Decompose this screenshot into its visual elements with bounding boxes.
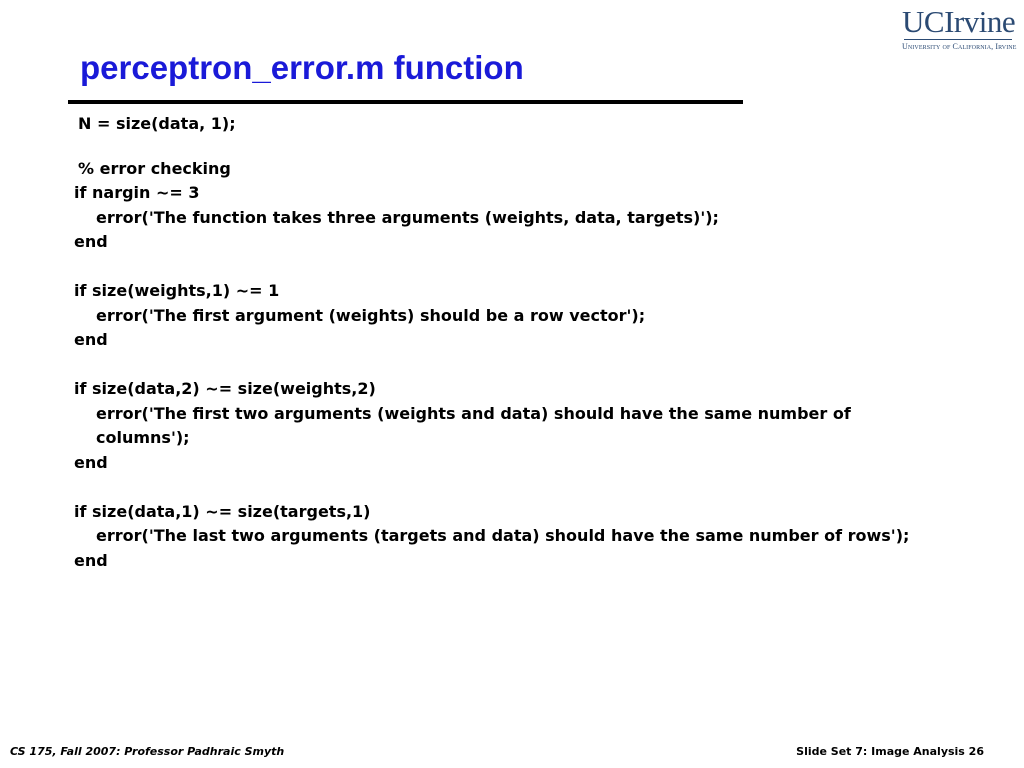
code-line: error('The last two arguments (targets and data) should have the same number of rows'); — [96, 526, 910, 545]
slide-title: perceptron_error.m function — [80, 49, 524, 86]
code-line: if size(data,2) ~= size(weights,2) — [74, 379, 376, 398]
code-spacer — [74, 137, 994, 147]
code-line: error('The first two arguments (weights and data) should have the same number of columns'); — [96, 403, 851, 447]
code-comment: % error checking — [78, 158, 231, 178]
code-line: end — [74, 452, 108, 472]
uci-logo — [902, 4, 1017, 51]
code-spacer — [74, 353, 994, 378]
logo-subtitle: University of California, Irvine — [902, 42, 1017, 51]
logo-wordmark: UCIrvine — [902, 4, 1016, 39]
code-line: end — [74, 550, 108, 570]
footer-slide-number: Slide Set 7: Image Analysis 26 — [796, 745, 984, 758]
code-line: if size(data,1) ~= size(targets,1) — [74, 501, 371, 521]
title-underline — [68, 100, 743, 104]
code-line: if size(weights,1) ~= 1 — [74, 281, 280, 300]
code-block — [74, 112, 994, 573]
code-line: end — [74, 232, 108, 251]
code-spacer — [74, 255, 994, 280]
code-spacer — [74, 147, 994, 157]
code-line: if nargin ~= 3 — [74, 183, 200, 202]
footer-course: CS 175, Fall 2007: Professor Padhraic Smyth — [10, 745, 285, 758]
logo-divider — [904, 39, 1012, 40]
code-spacer — [74, 475, 994, 500]
code-line: end — [74, 330, 108, 349]
code-line: error('The function takes three arguments (weights, data, targets)'); — [96, 207, 719, 227]
code-line: error('The first argument (weights) should be a row vector'); — [96, 305, 646, 325]
code-line: N = size(data, 1); — [78, 114, 236, 133]
